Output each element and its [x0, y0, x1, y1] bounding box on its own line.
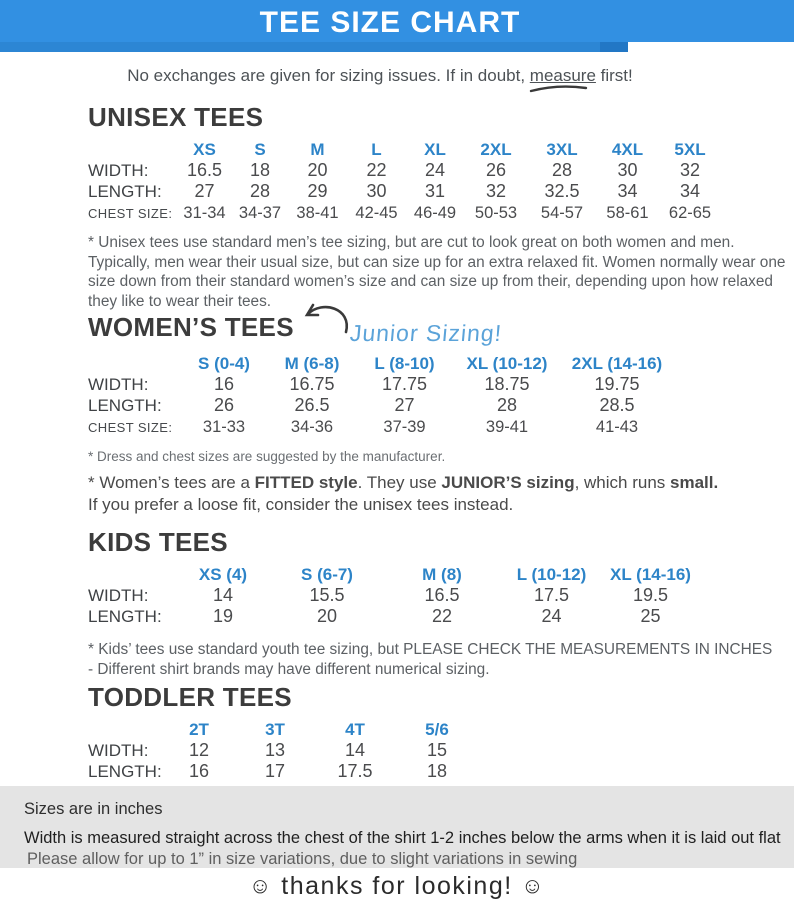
- column-header: 2T: [189, 719, 209, 739]
- table-cell: 13: [264, 740, 286, 760]
- womens-note-fitted: [88, 472, 794, 515]
- kids-note-line2: - Different shirt brands may have different numerical sizing.: [88, 660, 490, 678]
- table-cell: 15.5: [309, 585, 345, 605]
- junior-sizing-callout: Junior Sizing!: [348, 320, 504, 346]
- header-bar-strip-dark: [600, 42, 628, 52]
- column-header: M: [310, 139, 325, 159]
- notice-text-after: first!: [595, 66, 633, 85]
- row-label: LENGTH:: [88, 606, 162, 626]
- table-corner: [88, 564, 177, 585]
- table-cell: 18: [249, 160, 271, 180]
- table-cell: 26: [485, 160, 507, 180]
- table-cell: 58-61: [606, 204, 649, 222]
- column-header: L (10-12): [516, 564, 587, 584]
- row-label: CHEST SIZE:: [88, 206, 173, 221]
- table-cell: 20: [307, 160, 328, 180]
- column-header: L (8-10): [374, 353, 435, 373]
- table-cell: 22: [431, 606, 453, 626]
- section-womens: [88, 312, 794, 515]
- table-cell: 14: [344, 740, 366, 760]
- header-bar-strip: [0, 42, 628, 52]
- table-cell: 30: [617, 160, 638, 180]
- table-corner: [88, 353, 180, 374]
- table-cell: 34: [679, 181, 701, 201]
- text-segment: , which runs: [574, 473, 671, 492]
- table-corner: [88, 139, 177, 160]
- table-cell: 22: [366, 160, 387, 180]
- underline-swoosh-icon: [528, 83, 590, 95]
- table-cell: 16: [213, 374, 235, 394]
- table-cell: 26: [213, 395, 235, 415]
- table-cell: 14: [212, 585, 234, 605]
- section-toddler: [88, 682, 794, 782]
- text-segment: . They use: [357, 473, 442, 492]
- table-corner: [88, 719, 162, 740]
- row-label: LENGTH:: [88, 395, 162, 415]
- exchange-notice: [0, 66, 760, 86]
- section-unisex: [88, 102, 794, 311]
- column-header: 5XL: [674, 139, 706, 159]
- column-header: S (6-7): [301, 564, 353, 584]
- table-cell: 34: [617, 181, 638, 201]
- smiley-icon: ☺: [248, 873, 273, 898]
- table-cell: 32.5: [544, 181, 580, 201]
- footer-width-measure: Width is measured straight across the chest of the shirt 1-2 inches below the arms when it is laid out flat: [24, 829, 781, 847]
- row-label: LENGTH:: [88, 181, 162, 201]
- column-header: 2XL (14-16): [571, 353, 663, 373]
- table-cell: 37-39: [383, 418, 426, 436]
- table-cell: 20: [316, 606, 338, 626]
- row-label: CHEST SIZE:: [88, 420, 173, 435]
- table-cell: 28.5: [599, 395, 635, 415]
- table-cell: 46-49: [413, 204, 457, 222]
- column-header: M (6-8): [284, 353, 340, 373]
- table-cell: 24: [424, 160, 446, 180]
- table-cell: 32: [485, 181, 507, 201]
- table-cell: 31-33: [202, 418, 246, 436]
- table-cell: 39-41: [485, 418, 529, 436]
- unisex-size-table: [88, 139, 721, 225]
- kids-size-table: [88, 564, 697, 627]
- row-label: WIDTH:: [88, 585, 149, 605]
- table-cell: 50-53: [474, 204, 518, 222]
- table-cell: 27: [194, 181, 215, 201]
- kids-note: [88, 640, 788, 679]
- table-cell: 16.75: [289, 374, 335, 394]
- table-cell: 28: [551, 160, 573, 180]
- table-cell: 18.75: [484, 374, 530, 394]
- row-label: WIDTH:: [88, 374, 149, 394]
- column-header: S (0-4): [198, 353, 250, 373]
- smiley-icon: ☺: [521, 873, 546, 898]
- table-cell: 16.5: [424, 585, 460, 605]
- table-cell: 28: [249, 181, 271, 201]
- unisex-heading: UNISEX TEES: [88, 102, 264, 132]
- footer-info-box: [0, 786, 794, 868]
- text-segment: JUNIOR’S sizing: [441, 473, 575, 492]
- kids-heading: KIDS TEES: [88, 527, 228, 557]
- text-segment: * Women’s tees are a: [88, 473, 255, 492]
- table-cell: 16: [188, 761, 210, 781]
- womens-heading: WOMEN’S TEES: [88, 312, 294, 342]
- text-segment: small.: [670, 473, 719, 492]
- column-header: XL (14-16): [610, 564, 691, 584]
- section-kids: [88, 527, 794, 679]
- table-cell: 24: [541, 606, 562, 626]
- table-cell: 42-45: [355, 204, 398, 222]
- table-cell: 29: [307, 181, 328, 201]
- table-cell: 31-34: [183, 204, 226, 222]
- table-cell: 32: [679, 160, 701, 180]
- column-header: 3T: [265, 719, 285, 739]
- unisex-note: * Unisex tees use standard men’s tee sizing, but are cut to look great on both women and men. Typically, men wear their usual size, but can size up for an extra relaxed fit. Women normally wear one size down from their standard women’s size and can size up from their, depending upon how relaxed they like to wear their tees.: [88, 234, 786, 310]
- column-header: S: [254, 139, 266, 159]
- table-cell: 18: [426, 761, 448, 781]
- row-label: WIDTH:: [88, 160, 149, 180]
- notice-text-before: No exchanges are given for sizing issues. If in doubt,: [127, 66, 530, 85]
- table-cell: 25: [640, 606, 661, 626]
- column-header: 2XL: [480, 139, 512, 159]
- column-header: M (8): [422, 564, 462, 584]
- footer-variation-note: Please allow for up to 1” in size variations, due to slight variations in sewing: [27, 850, 578, 868]
- notice-measure-word: measure: [530, 66, 596, 86]
- curved-arrow-icon: [296, 300, 352, 338]
- table-cell: 38-41: [296, 204, 339, 222]
- table-cell: 34-37: [238, 204, 282, 222]
- table-cell: 19.75: [594, 374, 640, 394]
- column-header: XL (10-12): [466, 353, 548, 373]
- womens-note-small: * Dress and chest sizes are suggested by the manufacturer.: [88, 449, 446, 464]
- column-header: XS (4): [198, 564, 248, 584]
- table-cell: 19.5: [632, 585, 669, 605]
- row-label: WIDTH:: [88, 740, 149, 760]
- table-cell: 30: [366, 181, 387, 201]
- table-cell: 17: [264, 761, 286, 781]
- text-segment: FITTED style: [254, 473, 358, 492]
- table-cell: 12: [188, 740, 210, 760]
- table-cell: 26.5: [294, 395, 330, 415]
- table-cell: 34-36: [290, 418, 334, 436]
- womens-note-line2: If you prefer a loose fit, consider the unisex tees instead.: [88, 494, 514, 514]
- table-cell: 28: [496, 395, 518, 415]
- womens-size-table: [88, 353, 673, 439]
- table-cell: 62-65: [668, 204, 712, 222]
- table-cell: 16.5: [186, 160, 223, 180]
- table-cell: 19: [212, 606, 234, 626]
- table-cell: 54-57: [540, 204, 584, 222]
- table-cell: 17.5: [337, 761, 373, 781]
- column-header: 4XL: [611, 139, 644, 159]
- column-header: L: [371, 139, 382, 159]
- table-cell: 41-43: [595, 418, 639, 436]
- table-cell: 27: [394, 395, 415, 415]
- thanks-message: [0, 872, 794, 901]
- thanks-text: thanks for looking!: [281, 872, 513, 900]
- table-cell: 15: [426, 740, 448, 760]
- column-header: 4T: [345, 719, 365, 739]
- page-title: TEE SIZE CHART: [259, 6, 521, 39]
- table-cell: 31: [424, 181, 446, 201]
- table-cell: 17.5: [533, 585, 570, 605]
- column-header: 3XL: [546, 139, 578, 159]
- kids-note-line1: * Kids’ tees use standard youth tee sizing, but PLEASE CHECK THE MEASUREMENTS IN INCHES: [88, 641, 773, 658]
- footer-sizes-inches: Sizes are in inches: [24, 800, 163, 818]
- toddler-heading: TODDLER TEES: [88, 682, 292, 712]
- toddler-size-table: [88, 719, 478, 782]
- column-header: 5/6: [425, 719, 449, 739]
- column-header: XL: [424, 139, 446, 159]
- row-label: LENGTH:: [88, 761, 162, 781]
- womens-note-line1: [88, 472, 794, 494]
- table-cell: 17.75: [381, 374, 428, 394]
- column-header: XS: [193, 139, 216, 159]
